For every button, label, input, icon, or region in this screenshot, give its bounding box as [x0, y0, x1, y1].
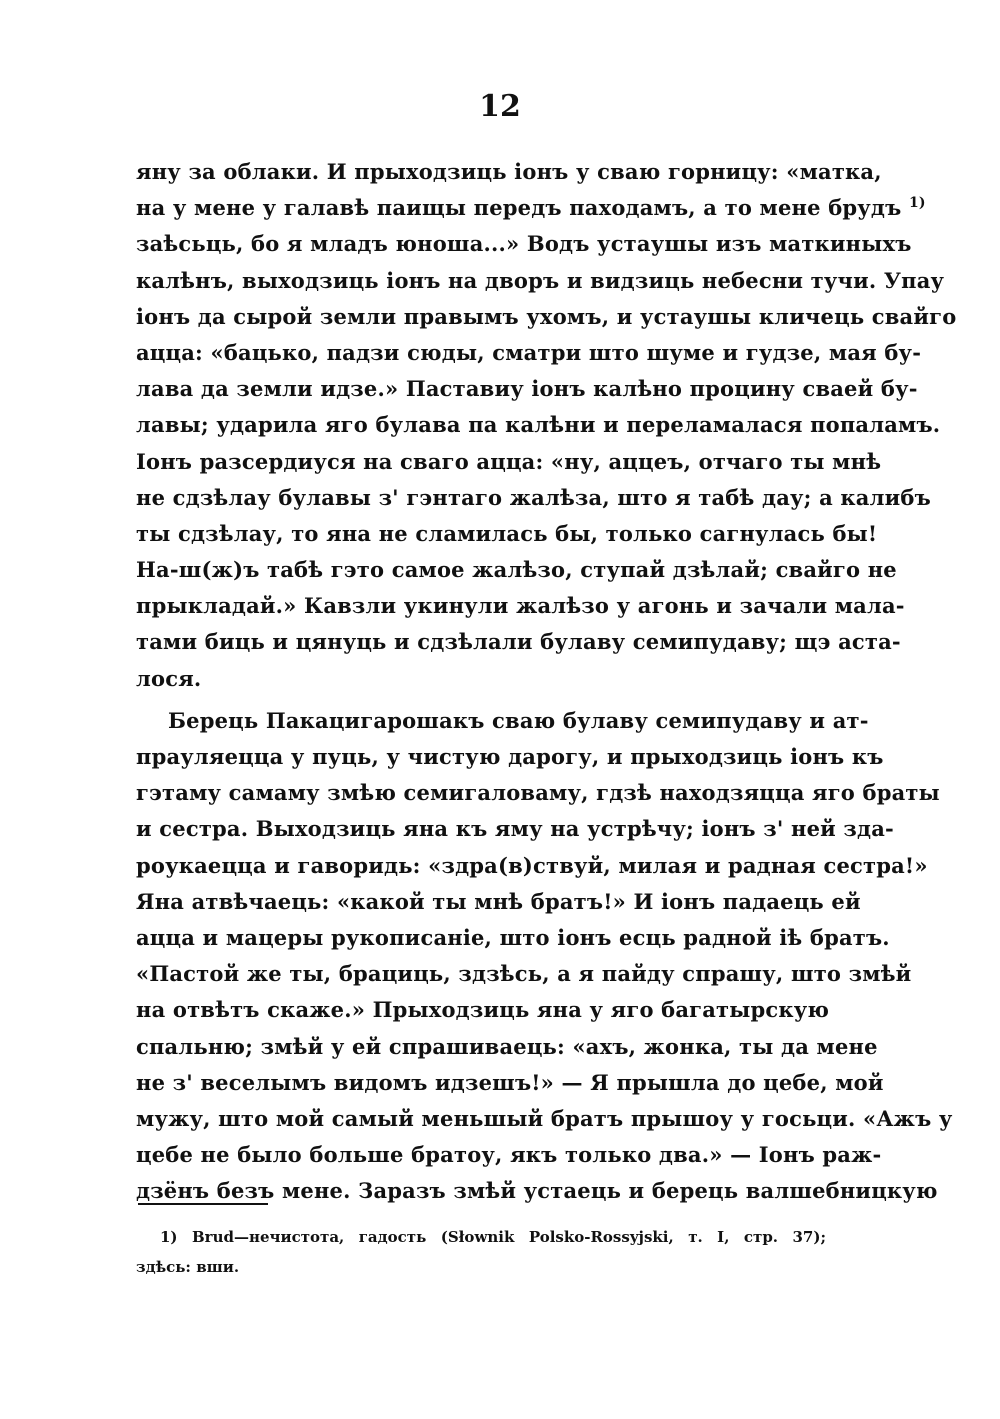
text-line: «Пастой же ты, брациць, здзѣсь, а я пайду спрашу, што змѣй [136, 961, 912, 987]
footnote-line: здѣсь: вши. [136, 1258, 240, 1276]
main-text [136, 154, 957, 1209]
text-line: роукаецца и гаворидь: «здра(в)ствуй, милая и радная сестра!» [136, 852, 928, 878]
text-line: Берець Пакацигарошакъ сваю булаву семипудаву и ат- [168, 707, 869, 733]
text-line: лавы; ударила яго булава па калѣни и переламалася попаламъ. [136, 412, 941, 438]
text-line: лося. [136, 665, 202, 691]
text-line: тами биць и цянуць и сдзѣлали булаву семипудаву; щэ аста- [136, 629, 901, 655]
text-line: яну за облаки. И прыходзиць іонъ у сваю горницу: «матка, [136, 159, 882, 184]
text-line: Іонъ разсердиуся на сваго аццa: «ну, аццeъ, отчаго ты мнѣ [136, 448, 882, 474]
page-number: 12 [479, 89, 521, 124]
footnote [136, 1222, 826, 1282]
text-line: аццa и мацеры рукописаніе, што іонъ есць радной іѣ братъ. [136, 924, 890, 950]
text-line: ты сдзѣлау, то яна не сламилась бы, только сагнулась бы! [136, 520, 878, 546]
footnote-divider [138, 1203, 268, 1205]
text-line: заѣсьць, бо я младъ юноша...» Водъ устаушы изъ маткиныхъ [136, 231, 912, 257]
text-line: іонъ да сырой земли правымъ ухомъ, и устаушы кличець свайго [136, 303, 957, 329]
text-line-content: на у мене у галавѣ паищы передъ паходамъ, а то мене брудъ [136, 195, 902, 221]
text-line: не сдзѣлау булавы з' гэнтагo жалѣза, што я табѣ дау; а калибъ [136, 484, 931, 510]
footnote-marker: 1) [908, 195, 926, 212]
text-line: на отвѣтъ скаже.» Прыходзиць яна у яго багатырскую [136, 997, 830, 1023]
text-line: лава да земли идзе.» Паставиу іонъ калѣно процину сваей бу- [136, 376, 918, 402]
text-line-with-footnote [136, 190, 926, 226]
text-line: прыкладай.» Кавзли укинули жалѣзо у агонь и зачали мала- [136, 593, 905, 619]
text-line: аццa: «бацько, падзи сюды, сматри што шуме и гудзе, мая бу- [136, 339, 922, 365]
text-line: и сестра. Выходзиць яна къ яму на устрѣчу; іонъ з' ней зда- [136, 816, 894, 842]
text-line: гэтаму самаму змѣю семигаловаму, гдзѣ находзяцца яго браты [136, 780, 940, 806]
footnote-line: 1) Brud—нечистота, гадость (Słownik Polsko-Rossyjski, т. I, стр. 37); [160, 1228, 826, 1246]
text-line: прауляецца у пуць, у чистую дарогу, и прыходзиць іонъ къ [136, 744, 884, 769]
text-line: не з' веселымъ видомъ идзешъ!» — Я прышла до цебе, мой [136, 1069, 884, 1095]
text-line: На-ш(ж)ъ табѣ гэто самое жалѣзо, ступай дзѣлай; свайго не [136, 557, 897, 583]
text-line: Яна атвѣчаець: «какой ты мнѣ братъ!» И іонъ падаець ей [136, 888, 861, 914]
text-line: мужу, што мой самый меньшый братъ прышоу у госьци. «Ажъ у [136, 1105, 953, 1131]
text-line: калѣнъ, выходзиць іонъ на дворъ и видзиць небесни тучи. Упау [136, 267, 945, 293]
text-line: спальню; змѣй у ей спрашиваець: «ахъ, жонка, ты да мене [136, 1033, 878, 1059]
text-line: цебе не было больше братоу, якъ только два.» — Іонъ раж- [136, 1142, 882, 1168]
text-line: дзёнъ безъ мене. Заразъ змѣй устаець и берець валшебницкую [136, 1178, 938, 1204]
